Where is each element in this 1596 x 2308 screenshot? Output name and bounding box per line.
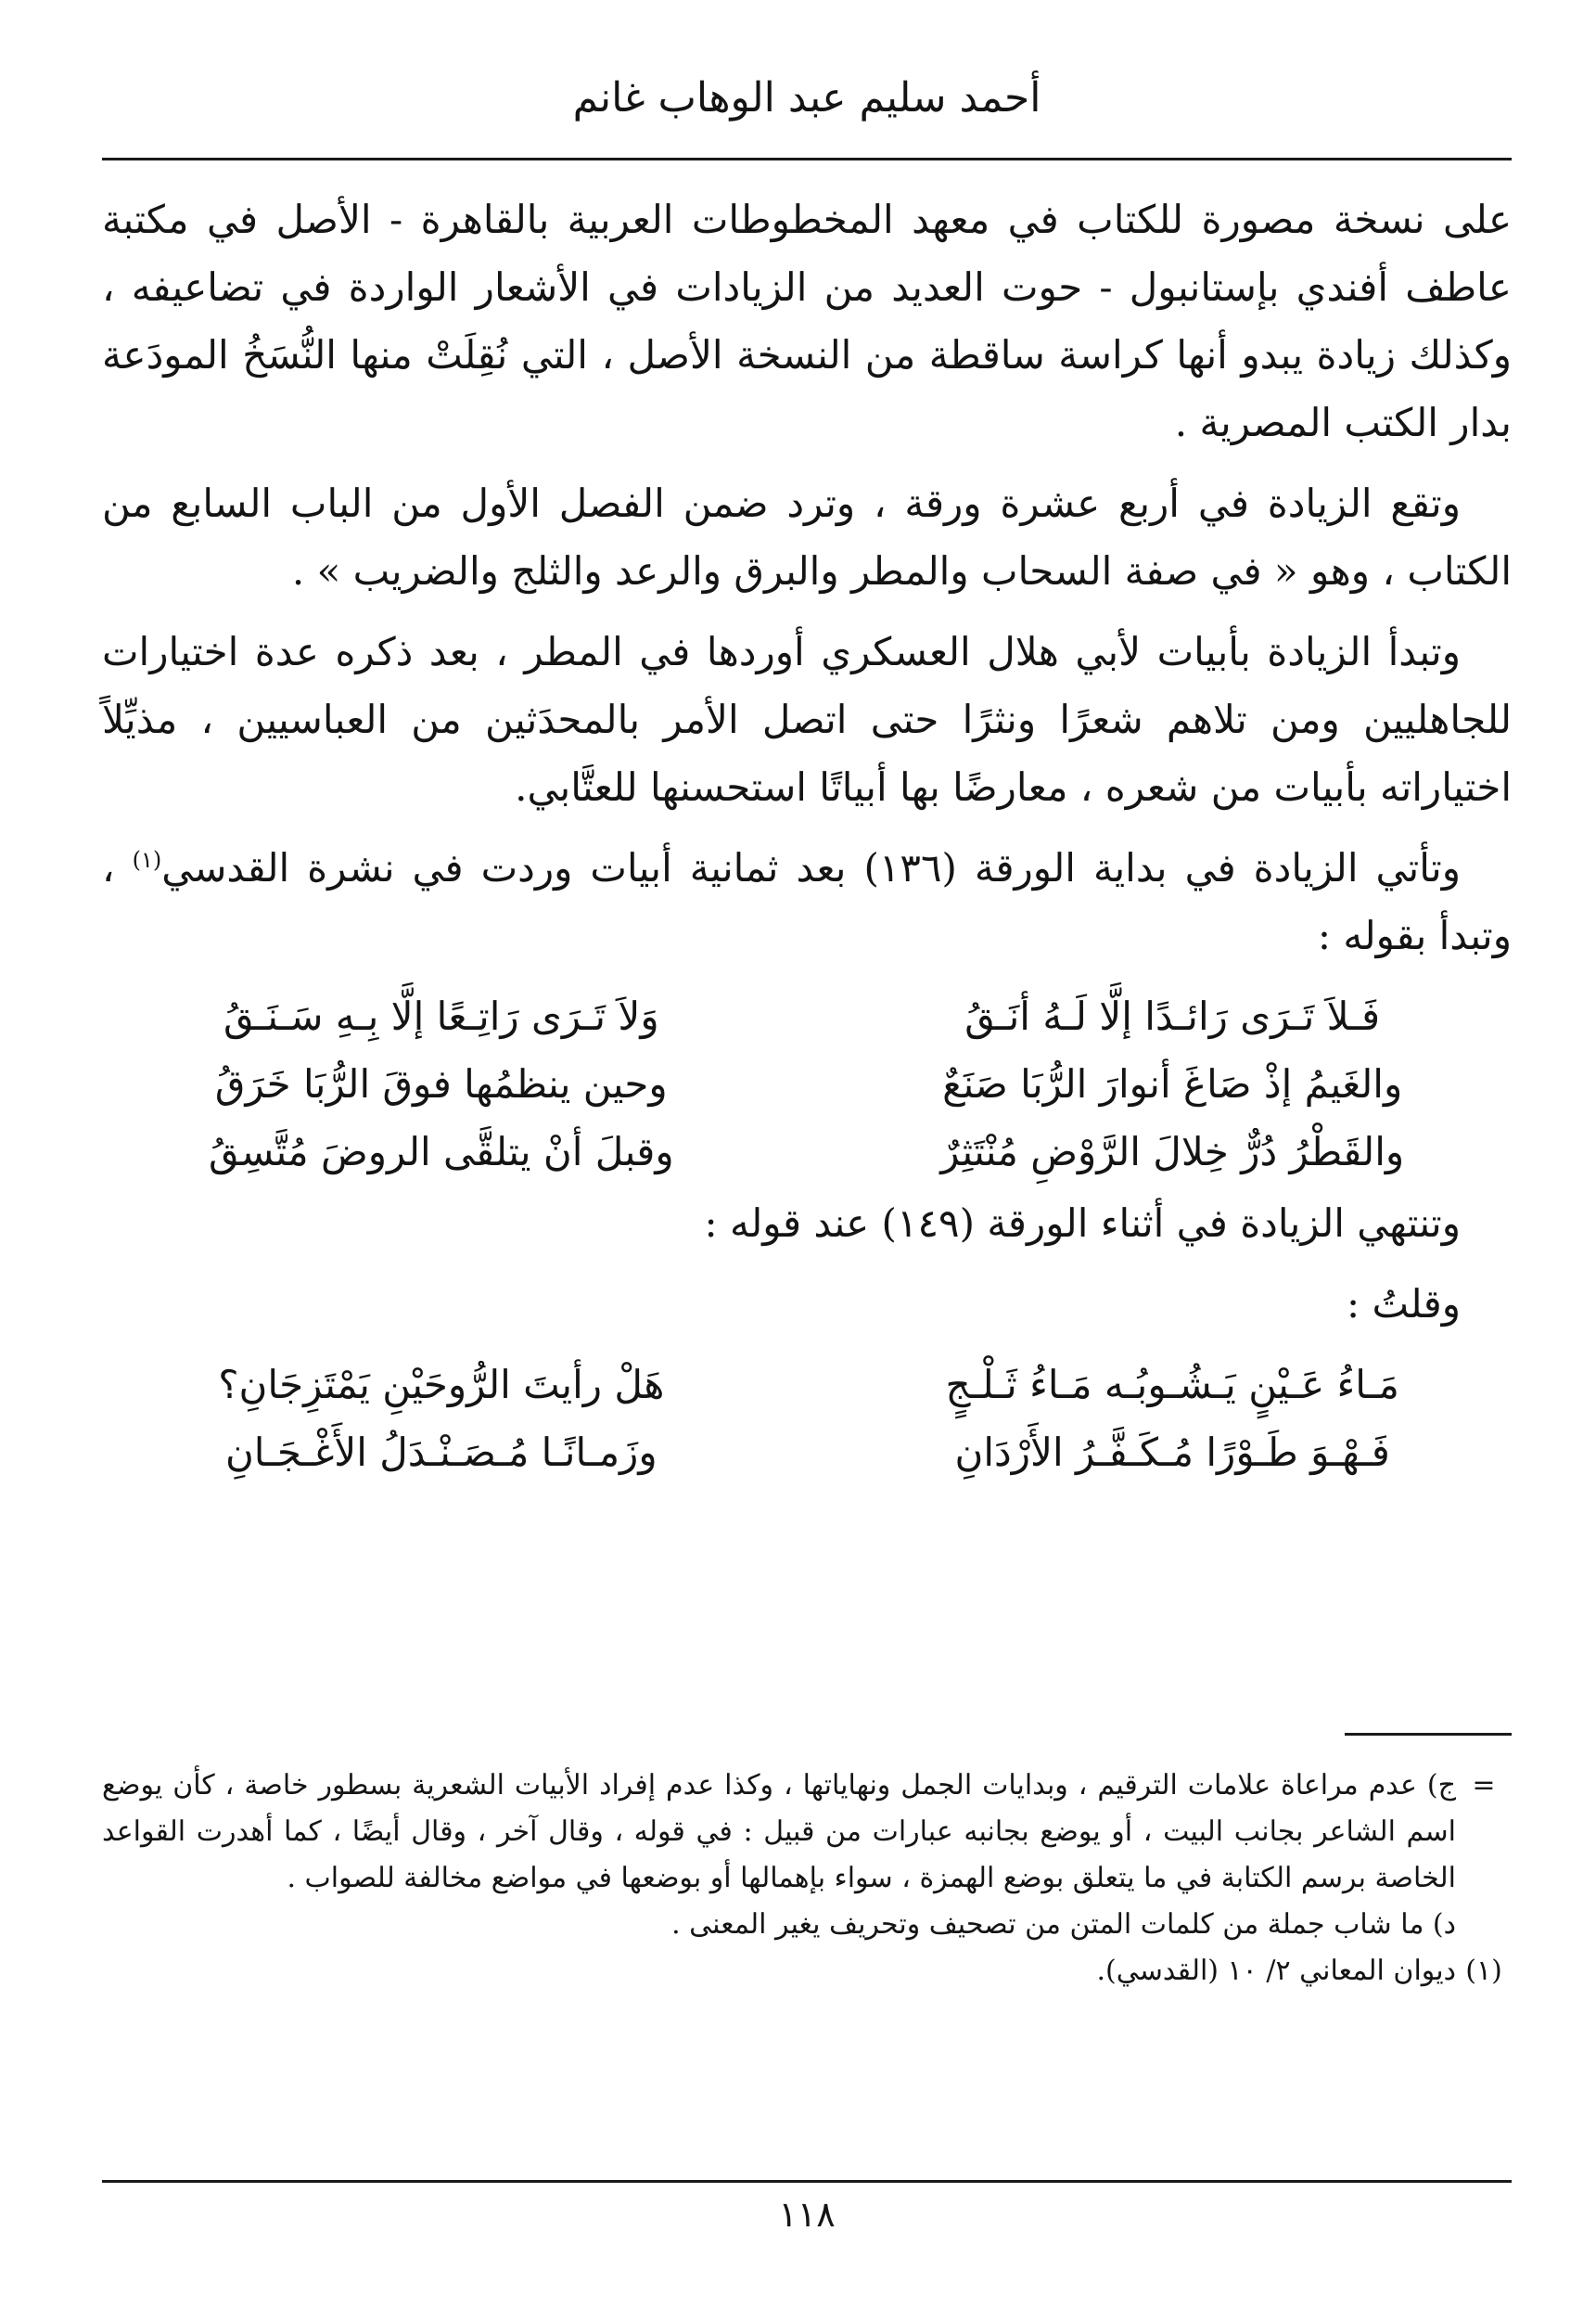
verse-second-hemistich: وَلاَ تَـرَى رَاتِـعًا إلَّا بِـهِ سَـنَـقُ [223, 994, 659, 1039]
paragraph-3: وتبدأ الزيادة بأبيات لأبي هلال العسكري أوردها في المطر ، بعد ذكره عدة اختيارات للجاهليين ومن تلاهم شعرًا ونثرًا حتى اتصل الأمر بالمحدَثين من العباسيين ، مذيِّلاً اختياراته بأبيات من شعره ، معارضًا بها أبياتًا استحسنها للعتَّابي. [102, 629, 1512, 810]
paragraph-6: وقلتُ : [1346, 1281, 1461, 1327]
footnote-text: د) ما شاب جملة من كلمات المتن من تصحيف وتحريف يغير المعنى . [671, 1908, 1456, 1941]
footnote [102, 1763, 1512, 1902]
paragraph-4 [102, 834, 1512, 969]
paragraph-5: وتنتهي الزيادة في أثناء الورقة (١٤٩) عند قوله : [704, 1200, 1461, 1246]
paragraph-1: على نسخة مصورة للكتاب في معهد المخطوطات العربية بالقاهرة - الأصل في مكتبة عاطف أفندي بإستانبول - حوت العديد من الزيادات في الأشعار الواردة في تضاعيفه ، وكذلك زيادة يبدو أنها كراسة ساقطة من النسخة الأصل ، التي نُقِلَتْ منها النُّسَخُ المودَعة بدار الكتب المصرية . [102, 197, 1512, 445]
footnote-reference: (١) [132, 847, 162, 873]
paragraph-2: وتقع الزيادة في أربع عشرة ورقة ، وترد ضمن الفصل الأول من الباب السابع من الكتاب ، وهو « في صفة السحاب والمطر والبرق والرعد والثلج والضريب » . [102, 481, 1512, 594]
footnote-text: ج) عدم مراعاة علامات الترقيم ، وبدايات الجمل ونهاياتها ، وكذا عدم إفراد الأبيات الشعرية بسطور خاصة ، كأن يوضع اسم الشاعر بجانب البيت ، أو يوضع بجانبه عبارات من قبيل : في قوله ، وقال آخر ، وقال أيضًا ، كما أهدرت القواعد الخاصة برسم الكتابة في ما يتعلق بوضع الهمزة ، سواء بإهمالها أو بوضعها في مواضع مخالفة للصواب . [102, 1769, 1456, 1894]
footnote-separator [1345, 1733, 1512, 1736]
footnote [102, 1902, 1512, 1948]
verse-line [102, 1050, 1512, 1118]
header-rule [102, 158, 1512, 160]
footnotes [102, 1763, 1512, 1994]
page-number: ١١٨ [778, 2194, 836, 2235]
verse-line [102, 1418, 1512, 1486]
footnote [102, 1948, 1512, 1994]
paragraph-4-text: وتأتي الزيادة في بداية الورقة (١٣٦) بعد ثمانية أبيات وردت في نشرة القدسي [161, 845, 1461, 891]
footnote-mark [1456, 1902, 1512, 1948]
verse-second-hemistich: وزَمـانًـا مُـصَـنْـدَلُ الأَغْـجَـانِ [224, 1430, 658, 1475]
footnote-mark: (١) [1465, 1955, 1502, 1987]
verse-line [102, 1351, 1512, 1418]
main-text [102, 186, 1512, 1490]
footnote-text: ديوان المعاني ٢/ ١٠ (القدسي). [1096, 1955, 1456, 1987]
poem-2 [102, 1351, 1512, 1486]
page [102, 56, 1512, 2282]
verse-first-hemistich: مَـاءُ عَـيْنٍ يَـشُـوبُـه مَـاءُ ثَـلْـجٍ [945, 1362, 1399, 1407]
footnote-mark: = [1472, 1769, 1496, 1802]
verse-first-hemistich: والغَيمُ إذْ صَاغَ أنوارَ الرُّبَا صَنَعٌ [942, 1061, 1403, 1107]
verse-first-hemistich: فَـلاَ تَـرَى رَائـدًا إلَّا لَـهُ أنَـقُ [964, 994, 1381, 1039]
poem-1 [102, 982, 1512, 1186]
running-header: أحمد سليم عبد الوهاب غانم [572, 74, 1041, 122]
verse-line [102, 1118, 1512, 1186]
verse-first-hemistich: فَـهْـوَ طَـوْرًا مُـكَـفَّـرُ الأَرْدَانِ [954, 1430, 1390, 1475]
paragraph-4-tail: ، وتبدأ بقوله : [102, 845, 1512, 958]
verse-second-hemistich: هَلْ رأيتَ الرُّوحَيْنِ يَمْتَزِجَانِ؟ [218, 1362, 665, 1407]
footer-rule [102, 2180, 1512, 2183]
verse-line [102, 982, 1512, 1050]
verse-first-hemistich: والقَطْرُ دُرٌّ خِلالَ الرَّوْضِ مُنْتَثِرٌ [940, 1129, 1405, 1174]
verse-second-hemistich: وقبلَ أنْ يتلقَّى الروضَ مُتَّسِقُ [208, 1129, 674, 1174]
verse-second-hemistich: وحين ينظمُها فوقَ الرُّبَا خَرَقُ [214, 1061, 668, 1107]
